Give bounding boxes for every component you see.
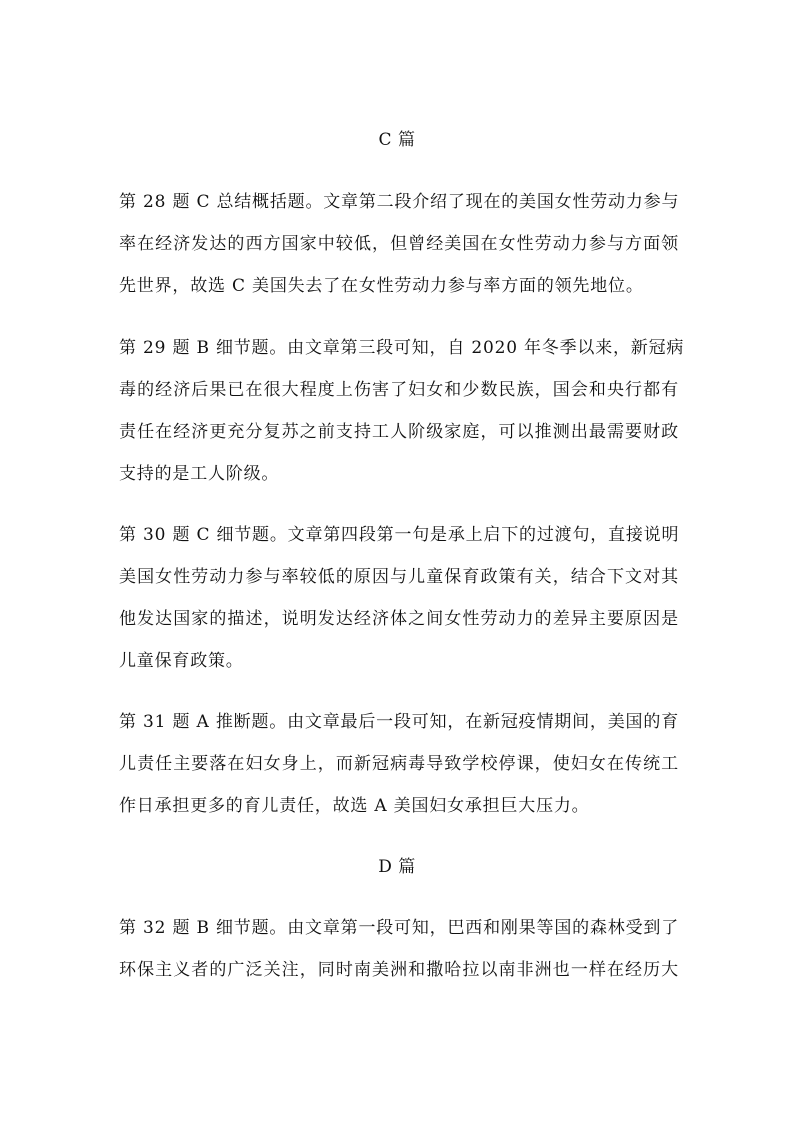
answer-29-line-2: 毒的经济后果已在很大程度上伤害了妇女和少数民族，国会和央行都有 [119, 380, 679, 400]
answer-31-line-2: 儿责任主要落在妇女身上，而新冠病毒导致学校停课，使妇女在传统工 [119, 754, 679, 774]
answer-28-line-2: 率在经济发达的西方国家中较低，但曾经美国在女性劳动力参与方面领 [119, 234, 679, 254]
answer-31-line-3: 作日承担更多的育儿责任，故选 A 美国妇女承担巨大压力。 [119, 796, 590, 816]
answer-31-line-1: 第 31 题 A 推断题。由文章最后一段可知，在新冠疫情期间，美国的育 [119, 712, 679, 732]
answer-28-line-1: 第 28 题 C 总结概括题。文章第二段介绍了现在的美国女性劳动力参与 [119, 192, 680, 212]
answer-29-line-3: 责任在经济更充分复苏之前支持工人阶级家庭，可以推测出最需要财政 [119, 422, 679, 442]
answer-29-line-1: 第 29 题 B 细节题。由文章第三段可知，自 2020 年冬季以来，新冠病 [119, 338, 685, 358]
answer-30-line-4: 儿童保育政策。 [119, 651, 244, 671]
answer-32-line-2: 环保主义者的广泛关注，同时南美洲和撒哈拉以南非洲也一样在经历大 [119, 960, 679, 980]
section-d-heading: D 篇 [378, 857, 416, 877]
section-c-heading: C 篇 [378, 130, 416, 150]
answer-30-line-1: 第 30 题 C 细节题。文章第四段第一句是承上启下的过渡句，直接说明 [119, 525, 680, 545]
answer-28-line-3: 先世界，故选 C 美国失去了在女性劳动力参与率方面的领先地位。 [119, 276, 644, 296]
answer-30-line-2: 美国女性劳动力参与率较低的原因与儿童保育政策有关，结合下文对其 [119, 567, 679, 587]
answer-30-line-3: 他发达国家的描述，说明发达经济体之间女性劳动力的差异主要原因是 [119, 609, 679, 629]
answer-32-line-1: 第 32 题 B 细节题。由文章第一段可知，巴西和刚果等国的森林受到了 [119, 918, 679, 938]
answer-29-line-4: 支持的是工人阶级。 [119, 464, 280, 484]
